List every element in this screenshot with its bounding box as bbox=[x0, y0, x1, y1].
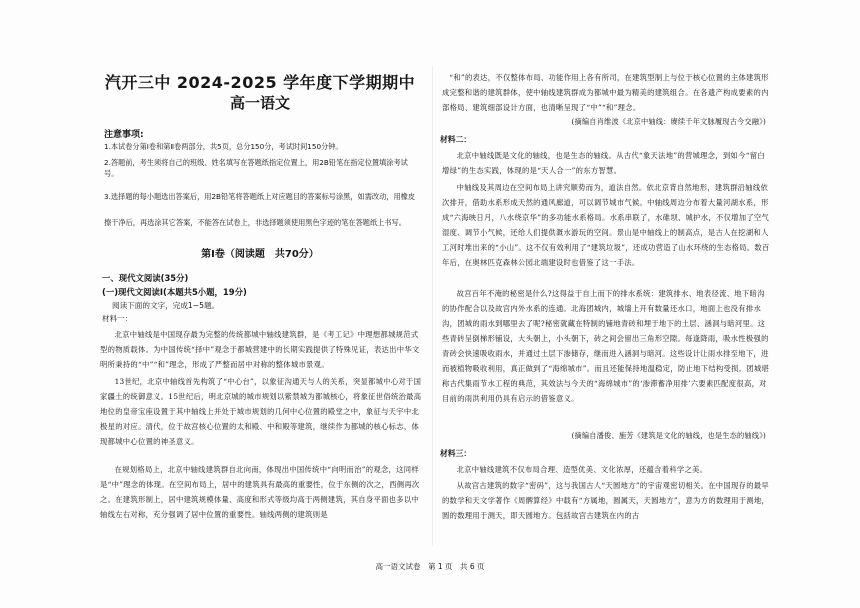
paragraph: 北京中轴线既是文化的轴线，也是生态的轴线。从古代“象天法地”的营城理念，到如今“留白增绿”的生态实践，体现的是“天人合一”的东方智慧。 bbox=[442, 151, 765, 175]
subsection-heading: (一)现代文阅读Ⅰ(本题共5小题，19分) bbox=[102, 287, 247, 297]
notice-item: 1.本试卷分第Ⅰ卷和第Ⅱ卷两部分，共5页，总分150分，考试时间150分钟。 bbox=[104, 142, 343, 151]
paragraph: 故宫百年不淹的秘密是什么?这得益于自上而下的排水系统：建筑排水、地表径流、地下暗沟的协作配合以及故宫内外水系的连通。北海团城内，城墙上开有数量还水口，地面上也没有排水沟，团城的雨水到哪里去了呢?秘密就藏在特制的铺地青砖和埋于地下的土层、涵洞与暗河里。这些青砖呈倒梯形铺设，大头朝上，小头朝下，砖之间会留出三角形空隙。每逢降雨，吸水性极强的青砖会快速吸收雨水，并通过土层下渗储存，继而进入涵洞与暗河。这些设计让雨水排至地下，进而被植物吸收利用，真正做到了“海绵城市”。而且还能保持地温稳定，防止地下结构受损。团城堪称古代集雨节水工程的典范，其效法与今天的“海绵城市”的‘渗滞蓄净用排’六要素匹配度很高，对目前的雨洪利用仍具有启示的借鉴意义。 bbox=[442, 289, 770, 403]
paragraph: “和”的表达，不仅整体布局、功能作用上各有所司，在建筑型制上与位于核心位置的主体建筑形成完整和谐的建筑群体，使中轴线建筑群成为都城中最为精美的建筑组合。在各遗产构成要素的内部格局、建筑细部设计方面，也清晰呈现了“中”“和”理念。 bbox=[442, 73, 769, 112]
exam-title: 汽开三中 2024-2025 学年度下学期期中 bbox=[104, 73, 416, 92]
section-heading: 一、现代文阅读(35分) bbox=[102, 273, 189, 283]
paragraph: 中轴线及其周边在空间布局上讲究顺势而为，道法自然。依北京背自然地形，建筑群沿轴线依次排开，借助水系形成天然的通风廊道，可以调节城市气候。中轴线周边分布着大量河湖水系，形成“六海映日月，八水绕京华”的多功能水系格局。水系串联了，水碓坝、城护水，不仅增加了空气湿度、调节小气候，还给人们提供溉水游玩的空间。景山是中轴线上的制高点，是古人在挖湖和人工河时堆出来的“小山”。这不仅有效利用了“建筑垃圾”，还成功营造了山水环绕的生态格局。数百年后，在奥林匹克森林公园北端建设时也借鉴了这一手法。 bbox=[442, 183, 770, 267]
paragraph: 北京中轴线建筑不仅布局合理、造型优美、文化浓厚，还蕴含着科学之美。 bbox=[456, 465, 708, 474]
column-divider bbox=[432, 66, 433, 546]
material-label: 材料三： bbox=[440, 449, 472, 458]
source-citation: (摘编自潘俊、施芳《建筑是文化的轴线，也是生态的轴线》) bbox=[571, 431, 766, 440]
paragraph: 北京中轴线是中国现存最为完整的传统都城中轴线建筑群，是《考工记》中理想都城规范式型的物质载体。为中国传统“择中”观念于都城营建中的长期实践提供了特殊见证，表达出中华文明所秉持的“中”“和”理念，形成了严整而居中对称的整体城市景观。 bbox=[100, 330, 420, 369]
page-footer: 高一语文试卷 第 1 页 共 6 页 bbox=[375, 562, 485, 571]
paragraph: 在规划格局上，北京中轴线建筑群自北向南，体现出中国传统中“向明而治”的观念，这同样是“中”理念的体现。在空间布局上，居中的建筑具有最高的重要性，位于东侧的次之，西侧再次之。在建筑形制上，居中建筑规模体量、高度和形式等级均高于两侧建筑，其自身平面也多以中轴线左右对称，充分强调了居中位置的重要性。轴线两侧的建筑则是 bbox=[100, 465, 420, 519]
notice-item: 2.答题前，考生须将自己的班级、姓名填写在答题纸指定位置上，用2B铅笔在指定位置填涂考试号。 bbox=[104, 158, 408, 178]
paragraph: 13世纪，北京中轴线首先构筑了“中心台”，以象征沟通天与人的关系，突显都城中心对于国家疆土的统御意义。15世纪后，明北京城的城市规划以紫禁城为都城核心，将象征世俗统治最高地位的皇帝宝座设置于其中轴线上并处于城市规划的几何中心位置的殿堂之中，象征与天宇中北极星的对应。清代，位于故宫核心位置的太和殿、中和殿等建筑，继续作为都城的核心标志，体现都城中心位置的神圣意义。 bbox=[100, 377, 422, 446]
material-label: 材料二： bbox=[440, 135, 472, 144]
notice-item: 3.选择题的每小题选出答案后，用2B铅笔将答题纸上对应题目的答案标号涂黑，如需改动，用橡皮擦干净后，再选涂其它答案，不能答在试卷上，非选择题须使用黑色字迹的笔在答题纸上书写。 bbox=[104, 192, 416, 227]
source-citation: (摘编自肖维波《北京中轴线：赓续千年文脉履现古今交融》) bbox=[571, 117, 766, 126]
instruction-text: 阅读下面的文字，完成1~5题。 bbox=[112, 301, 220, 310]
notice-heading: 注意事项: bbox=[104, 130, 144, 140]
exam-subject: 高一语文 bbox=[229, 94, 290, 112]
material-label: 材料一： bbox=[102, 314, 133, 323]
part-heading: 第Ⅰ卷（阅读题 共70分） bbox=[201, 249, 319, 260]
paragraph: 从故宫古建筑的数字“密码”，这与我国古人“天圆地方”的宇宙观密切相关。在中国现存的最早的数学和天文学著作《周髀算经》中载有“方属地，圆属天，天圆地方”，意为方的数理用于测地，圆的数理用于测天，即天圆地方。包括故宫古建筑在内的古 bbox=[442, 481, 770, 520]
